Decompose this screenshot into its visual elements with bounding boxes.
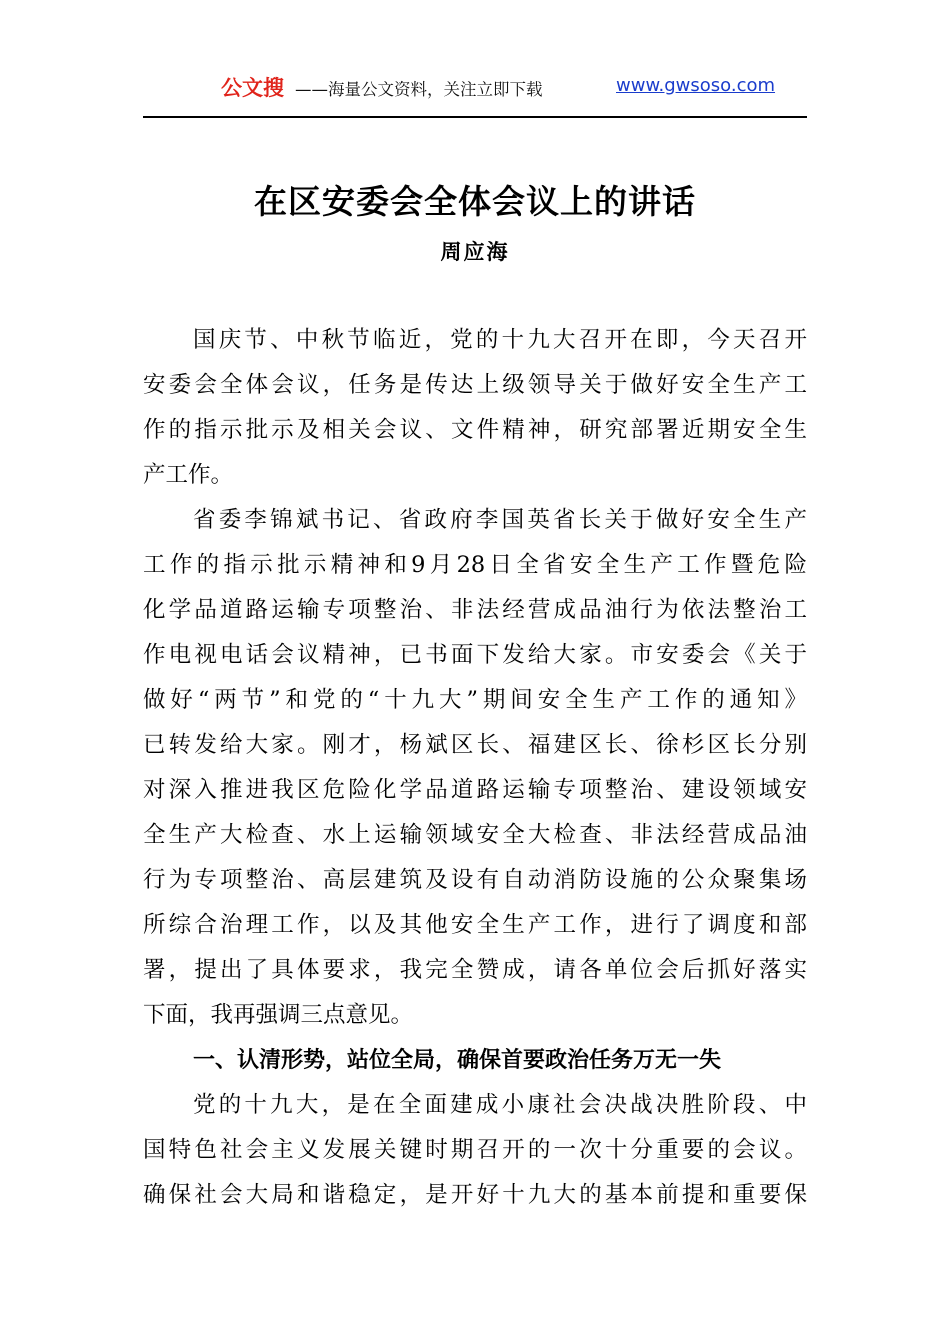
text-line: 工作的指示批示精神和9月28日全省安全生产工作暨危险 <box>143 552 807 578</box>
text-line: 确保社会大局和谐稳定，是开好十九大的基本前提和重要保 <box>143 1182 807 1208</box>
header-tagline: ——海量公文资料，关注立即下载 <box>295 80 543 99</box>
page-header <box>143 70 807 104</box>
text-line: 省委李锦斌书记、省政府李国英省长关于做好安全生产 <box>193 507 807 533</box>
text-line: 对深入推进我区危险化学品道路运输专项整治、建设领域安 <box>143 777 807 803</box>
text-line: 党的十九大，是在全面建成小康社会决战决胜阶段、中 <box>193 1092 807 1118</box>
website-link[interactable]: www.gwsoso.com <box>616 75 776 96</box>
paragraph-section-1 <box>143 1083 807 1218</box>
text-line: 作的指示批示及相关会议、文件精神，研究部署近期安全生 <box>143 417 807 443</box>
text-line: 化学品道路运输专项整治、非法经营成品油行为依法整治工 <box>143 597 807 623</box>
text-line: 所综合治理工作，以及其他安全生产工作，进行了调度和部 <box>143 912 807 938</box>
brand-logo[interactable]: 公文搜 <box>221 76 284 100</box>
paragraph-directives <box>143 498 807 1038</box>
document-body <box>143 318 807 1218</box>
text-line: 国庆节、中秋节临近，党的十九大召开在即，今天召开 <box>193 327 807 353</box>
text-line: 行为专项整治、高层建筑及设有自动消防设施的公众聚集场 <box>143 867 807 893</box>
document-author: 周应海 <box>440 239 510 264</box>
text-line: 产工作。 <box>143 462 234 488</box>
header-divider <box>143 116 807 118</box>
text-line: 下面，我再强调三点意见。 <box>143 1002 414 1028</box>
text-line: 国特色社会主义发展关键时期召开的一次十分重要的会议。 <box>143 1137 807 1163</box>
document-title: 在区安委会全体会议上的讲话 <box>254 182 696 221</box>
section-heading-1: 一、认清形势，站位全局，确保首要政治任务万无一失 <box>193 1048 722 1073</box>
paragraph-opening <box>143 318 807 498</box>
text-line: 做好“两节”和党的“十九大”期间安全生产工作的通知》 <box>143 687 807 713</box>
text-line: 已转发给大家。刚才，杨斌区长、福建区长、徐杉区长分别 <box>143 732 807 758</box>
text-line: 安委会全体会议，任务是传达上级领导关于做好安全生产工 <box>143 372 807 398</box>
text-line: 全生产大检查、水上运输领域安全大检查、非法经营成品油 <box>143 822 807 848</box>
text-line: 作电视电话会议精神，已书面下发给大家。市安委会《关于 <box>143 642 807 668</box>
text-line: 署，提出了具体要求，我完全赞成，请各单位会后抓好落实 <box>143 957 807 983</box>
